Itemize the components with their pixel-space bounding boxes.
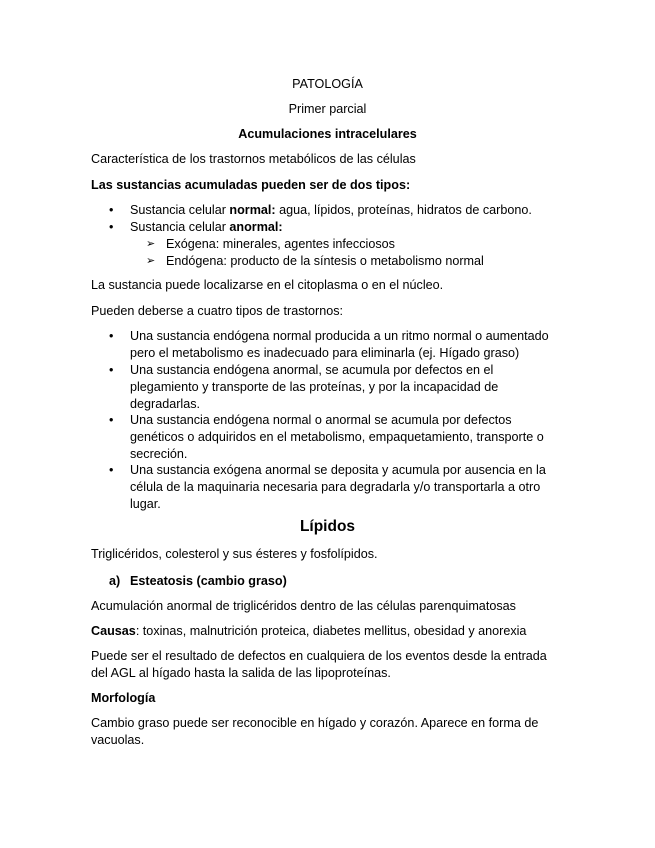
types-list	[91, 202, 571, 272]
arrow-bullet-icon: ➢	[146, 255, 156, 267]
morphology-heading: Morfología	[91, 691, 156, 705]
morphology-paragraph: Cambio graso puede ser reconocible en hígado y corazón. Aparece en forma de vacuolas.	[91, 716, 539, 747]
bullet-icon: •	[109, 329, 114, 343]
subheading-marker: a)	[109, 574, 121, 588]
arrow-bullet-icon: ➢	[146, 238, 156, 250]
lipids-heading: Lípidos	[299, 518, 356, 535]
subheading-text: Esteatosis (cambio graso)	[130, 574, 287, 588]
steatosis-definition: Acumulación anormal de triglicéridos dentro de las células parenquimatosas	[91, 599, 516, 613]
disorder-item: Una sustancia endógena normal o anormal se acumula por defectos genéticos o adquiridos en el metabolismo, empaquetamiento, transporte o secreción.	[130, 413, 544, 461]
bullet-icon: •	[109, 363, 114, 377]
types-heading: Las sustancias acumuladas pueden ser de dos tipos:	[91, 178, 411, 192]
bullet-icon: •	[109, 413, 114, 427]
causes-label: Causas	[91, 624, 136, 638]
causes-text: : toxinas, malnutrición proteica, diabetes mellitus, obesidad y anorexia	[135, 624, 527, 638]
section-title: Acumulaciones intracelulares	[238, 127, 417, 141]
characteristic-paragraph: Característica de los trastornos metabólicos de las células	[91, 152, 416, 166]
type-normal-item: Sustancia celular normal: agua, lípidos, proteínas, hidratos de carbono.	[130, 203, 532, 217]
bullet-icon: •	[109, 463, 114, 477]
disorders-list	[91, 328, 571, 518]
disorder-item: Una sustancia endógena anormal, se acumula por defectos en el plegamiento y transporte de las proteínas, y por la incapacidad de degradarlas.	[130, 363, 499, 411]
lipids-intro: Triglicéridos, colesterol y sus ésteres y fosfolípidos.	[91, 547, 378, 561]
result-paragraph: Puede ser el resultado de defectos en cualquiera de los eventos desde la entrada del AGL al hígado hasta la salida de las lipoproteínas.	[91, 649, 547, 680]
disorders-heading: Pueden deberse a cuatro tipos de trastornos:	[91, 304, 344, 318]
disorder-item: Una sustancia exógena anormal se deposita y acumula por ausencia en la célula de la maquinaria necesaria para degradarla y/o transportarla a otro lugar.	[130, 463, 546, 511]
disorder-item: Una sustancia endógena normal producida a un ritmo normal o aumentado pero el metabolismo es inadecuado para eliminarla (ej. Hígado graso)	[130, 329, 549, 360]
causes-paragraph	[91, 623, 571, 640]
sub-item-endogenous: Endógena: producto de la síntesis o metabolismo normal	[166, 254, 484, 268]
bullet-icon: •	[109, 203, 114, 217]
bullet-icon: •	[109, 220, 114, 234]
document-subtitle: Primer parcial	[288, 102, 367, 116]
document-title: PATOLOGÍA	[292, 77, 363, 91]
location-paragraph: La sustancia puede localizarse en el citoplasma o en el núcleo.	[91, 278, 444, 292]
sub-item-exogenous: Exógena: minerales, agentes infecciosos	[166, 237, 395, 251]
type-abnormal-item: Sustancia celular anormal:	[130, 220, 283, 234]
